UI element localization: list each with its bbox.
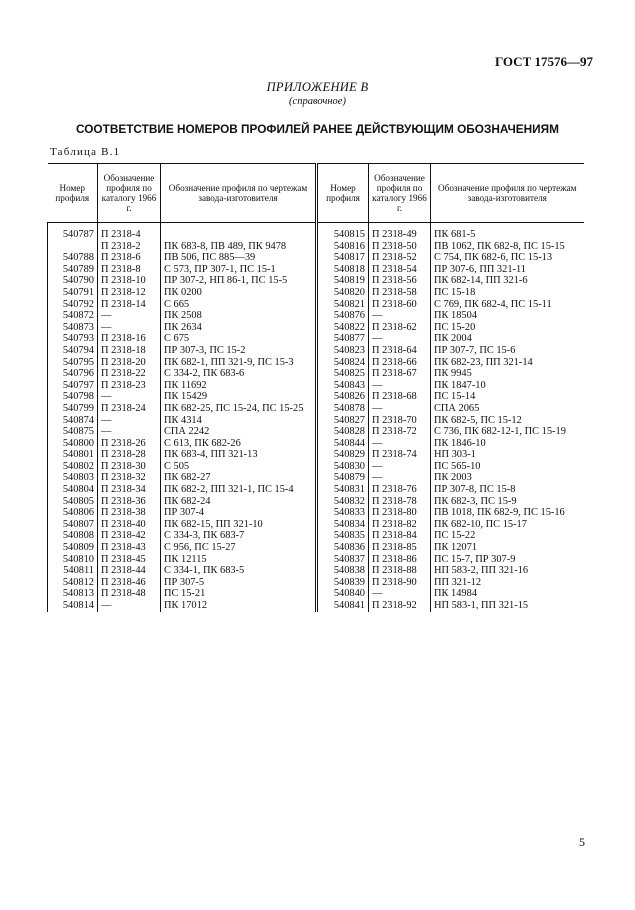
profile-number-right: 540876 xyxy=(317,310,369,322)
profile-number-right: 540837 xyxy=(317,554,369,566)
factory-code-left: ПК 682-2, ПП 321-1, ПС 15-4 xyxy=(161,484,317,496)
profile-number-right: 540878 xyxy=(317,403,369,415)
profile-number-left: 540798 xyxy=(48,391,98,403)
catalog-code-right: П 2318-92 xyxy=(369,600,431,612)
catalog-code-right: — xyxy=(369,380,431,392)
factory-code-left: ПК 682-27 xyxy=(161,472,317,484)
catalog-code-left: П 2318-12 xyxy=(98,287,161,299)
profile-number-right: 540839 xyxy=(317,577,369,589)
table-row xyxy=(48,275,584,287)
catalog-code-right: — xyxy=(369,310,431,322)
factory-code-right: ПВ 1018, ПК 682-9, ПС 15-16 xyxy=(431,507,584,519)
factory-code-left: ПС 15-21 xyxy=(161,588,317,600)
profile-number-left: 540811 xyxy=(48,565,98,577)
factory-code-right: ПК 12071 xyxy=(431,542,584,554)
catalog-code-right: П 2318-67 xyxy=(369,368,431,380)
factory-code-left: ПК 2508 xyxy=(161,310,317,322)
factory-code-left: СПА 2242 xyxy=(161,426,317,438)
factory-code-right: ПК 2004 xyxy=(431,333,584,345)
catalog-code-left: П 2318-30 xyxy=(98,461,161,473)
profile-number-left xyxy=(48,241,98,253)
header-factory-right: Обозначение профиля по чертежам завода-изготовителя xyxy=(431,164,584,223)
profile-number-right: 540818 xyxy=(317,264,369,276)
profile-number-left: 540814 xyxy=(48,600,98,612)
table-row xyxy=(48,380,584,392)
profile-number-right: 540821 xyxy=(317,299,369,311)
catalog-code-left: П 2318-10 xyxy=(98,275,161,287)
profile-number-right: 540830 xyxy=(317,461,369,473)
factory-code-left: С 613, ПК 682-26 xyxy=(161,438,317,450)
table-row xyxy=(48,426,584,438)
factory-code-left: ПК 4314 xyxy=(161,415,317,427)
catalog-code-left: П 2318-48 xyxy=(98,588,161,600)
header-catalog-right: Обозначение профиля по каталогу 1966 г. xyxy=(369,164,431,223)
factory-code-right: ПВ 1062, ПК 682-8, ПС 15-15 xyxy=(431,241,584,253)
factory-code-right: ПР 307-8, ПС 15-8 xyxy=(431,484,584,496)
profile-number-left: 540787 xyxy=(48,223,98,241)
catalog-code-left: — xyxy=(98,310,161,322)
factory-code-left: С 334-2, ПК 683-6 xyxy=(161,368,317,380)
header-catalog-left: Обозначение профиля по каталогу 1966 г. xyxy=(98,164,161,223)
factory-code-right: СПА 2065 xyxy=(431,403,584,415)
table-row xyxy=(48,507,584,519)
factory-code-right: НП 303-1 xyxy=(431,449,584,461)
profile-number-right: 540877 xyxy=(317,333,369,345)
profile-number-left: 540873 xyxy=(48,322,98,334)
table-row xyxy=(48,542,584,554)
factory-code-left: С 573, ПР 307-1, ПС 15-1 xyxy=(161,264,317,276)
factory-code-left: С 334-1, ПК 683-5 xyxy=(161,565,317,577)
profile-number-right: 540835 xyxy=(317,530,369,542)
factory-code-left: ПК 11692 xyxy=(161,380,317,392)
profile-number-left: 540812 xyxy=(48,577,98,589)
profile-number-right: 540832 xyxy=(317,496,369,508)
table-row xyxy=(48,299,584,311)
catalog-code-right: П 2318-50 xyxy=(369,241,431,253)
table-row xyxy=(48,287,584,299)
catalog-code-right: П 2318-66 xyxy=(369,357,431,369)
table-row xyxy=(48,472,584,484)
factory-code-right: ПК 18504 xyxy=(431,310,584,322)
profile-number-left: 540797 xyxy=(48,380,98,392)
catalog-code-right: П 2318-62 xyxy=(369,322,431,334)
table-row xyxy=(48,438,584,450)
factory-code-right: ПС 15-14 xyxy=(431,391,584,403)
profile-number-left: 540874 xyxy=(48,415,98,427)
factory-code-right: ПК 681-5 xyxy=(431,223,584,241)
factory-code-right: С 754, ПК 682-6, ПС 15-13 xyxy=(431,252,584,264)
profile-number-right: 540833 xyxy=(317,507,369,519)
table-row xyxy=(48,530,584,542)
profile-number-right: 540844 xyxy=(317,438,369,450)
profile-number-left: 540791 xyxy=(48,287,98,299)
profile-number-left: 540793 xyxy=(48,333,98,345)
factory-code-left: ПК 12115 xyxy=(161,554,317,566)
catalog-code-left: П 2318-36 xyxy=(98,496,161,508)
profile-number-left: 540796 xyxy=(48,368,98,380)
profile-number-left: 540799 xyxy=(48,403,98,415)
catalog-code-left: П 2318-43 xyxy=(98,542,161,554)
profile-number-left: 540790 xyxy=(48,275,98,287)
profile-number-left: 540807 xyxy=(48,519,98,531)
factory-code-right: ПК 9945 xyxy=(431,368,584,380)
profile-number-right: 540836 xyxy=(317,542,369,554)
profile-number-left: 540794 xyxy=(48,345,98,357)
factory-code-right: ПК 682-23, ПП 321-14 xyxy=(431,357,584,369)
catalog-code-right: П 2318-58 xyxy=(369,287,431,299)
profile-number-left: 540813 xyxy=(48,588,98,600)
catalog-code-left: П 2318-23 xyxy=(98,380,161,392)
catalog-code-left: П 2318-45 xyxy=(98,554,161,566)
table-row xyxy=(48,588,584,600)
factory-code-left: ПК 682-15, ПП 321-10 xyxy=(161,519,317,531)
table-row xyxy=(48,403,584,415)
profile-number-right: 540817 xyxy=(317,252,369,264)
factory-code-right: ПК 1847-10 xyxy=(431,380,584,392)
catalog-code-left: П 2318-4 xyxy=(98,223,161,241)
table-row xyxy=(48,223,584,241)
catalog-code-right: П 2318-76 xyxy=(369,484,431,496)
header-factory-left: Обозначение профиля по чертежам завода-изготовителя xyxy=(161,164,317,223)
profile-number-left: 540808 xyxy=(48,530,98,542)
profile-number-left: 540872 xyxy=(48,310,98,322)
profile-number-right: 540834 xyxy=(317,519,369,531)
factory-code-right: С 769, ПК 682-4, ПС 15-11 xyxy=(431,299,584,311)
catalog-code-right: П 2318-72 xyxy=(369,426,431,438)
profile-number-right: 540841 xyxy=(317,600,369,612)
catalog-code-left: П 2318-20 xyxy=(98,357,161,369)
profile-number-right: 540816 xyxy=(317,241,369,253)
catalog-code-right: П 2318-86 xyxy=(369,554,431,566)
factory-code-right: НП 583-1, ПП 321-15 xyxy=(431,600,584,612)
catalog-code-right: П 2318-90 xyxy=(369,577,431,589)
factory-code-right: ПС 565-10 xyxy=(431,461,584,473)
catalog-code-left: — xyxy=(98,426,161,438)
table-row xyxy=(48,333,584,345)
catalog-code-left: П 2318-8 xyxy=(98,264,161,276)
catalog-code-left: — xyxy=(98,415,161,427)
catalog-code-right: П 2318-56 xyxy=(369,275,431,287)
factory-code-left: ПК 17012 xyxy=(161,600,317,612)
factory-code-left: ПК 0200 xyxy=(161,287,317,299)
factory-code-right: ПР 307-7, ПС 15-6 xyxy=(431,345,584,357)
table-row xyxy=(48,357,584,369)
factory-code-right: ПС 15-22 xyxy=(431,530,584,542)
profile-number-right: 540826 xyxy=(317,391,369,403)
table-row xyxy=(48,252,584,264)
profile-number-right: 540820 xyxy=(317,287,369,299)
factory-code-right: ПС 15-20 xyxy=(431,322,584,334)
profile-number-right: 540823 xyxy=(317,345,369,357)
table-heading: СООТВЕТСТВИЕ НОМЕРОВ ПРОФИЛЕЙ РАНЕЕ ДЕЙСТВУЮЩИМ ОБОЗНАЧЕНИЯМ xyxy=(76,122,559,136)
profile-number-right: 540828 xyxy=(317,426,369,438)
table-row xyxy=(48,310,584,322)
profile-number-right: 540840 xyxy=(317,588,369,600)
factory-code-right: ПК 14984 xyxy=(431,588,584,600)
profile-number-right: 540829 xyxy=(317,449,369,461)
table-row xyxy=(48,368,584,380)
factory-code-left: ПР 307-3, ПС 15-2 xyxy=(161,345,317,357)
catalog-code-left: П 2318-22 xyxy=(98,368,161,380)
catalog-code-right: — xyxy=(369,438,431,450)
table-row xyxy=(48,484,584,496)
profile-number-left: 540804 xyxy=(48,484,98,496)
factory-code-left: С 675 xyxy=(161,333,317,345)
catalog-code-left: П 2318-18 xyxy=(98,345,161,357)
factory-code-left: ПК 682-1, ПП 321-9, ПС 15-3 xyxy=(161,357,317,369)
profile-number-right: 540822 xyxy=(317,322,369,334)
table-label: Таблица В.1 xyxy=(50,146,121,158)
profile-number-left: 540809 xyxy=(48,542,98,554)
profile-number-right: 540825 xyxy=(317,368,369,380)
table-body xyxy=(48,223,584,612)
table-row xyxy=(48,415,584,427)
catalog-code-left: П 2318-44 xyxy=(98,565,161,577)
profile-number-right: 540815 xyxy=(317,223,369,241)
factory-code-right: С 736, ПК 682-12-1, ПС 15-19 xyxy=(431,426,584,438)
catalog-code-right: П 2318-64 xyxy=(369,345,431,357)
factory-code-right: ПК 2003 xyxy=(431,472,584,484)
catalog-code-right: П 2318-78 xyxy=(369,496,431,508)
catalog-code-right: П 2318-60 xyxy=(369,299,431,311)
table-row xyxy=(48,461,584,473)
profile-number-left: 540803 xyxy=(48,472,98,484)
table-header-row xyxy=(48,164,584,223)
factory-code-left: ПК 15429 xyxy=(161,391,317,403)
catalog-code-right: П 2318-88 xyxy=(369,565,431,577)
factory-code-left xyxy=(161,223,317,241)
profile-number-right: 540819 xyxy=(317,275,369,287)
factory-code-left: ПК 682-24 xyxy=(161,496,317,508)
catalog-code-left: — xyxy=(98,600,161,612)
catalog-code-right: — xyxy=(369,472,431,484)
catalog-code-right: — xyxy=(369,333,431,345)
factory-code-left: ПК 682-25, ПС 15-24, ПС 15-25 xyxy=(161,403,317,415)
factory-code-left: С 665 xyxy=(161,299,317,311)
catalog-code-left: П 2318-32 xyxy=(98,472,161,484)
table-row xyxy=(48,322,584,334)
catalog-code-left: П 2318-46 xyxy=(98,577,161,589)
catalog-code-right: П 2318-70 xyxy=(369,415,431,427)
table-row xyxy=(48,264,584,276)
catalog-code-right: П 2318-68 xyxy=(369,391,431,403)
header-profile-number-left: Номер профиля xyxy=(48,164,98,223)
catalog-code-left: П 2318-6 xyxy=(98,252,161,264)
factory-code-right: ПК 682-3, ПС 15-9 xyxy=(431,496,584,508)
profile-number-left: 540801 xyxy=(48,449,98,461)
profile-number-left: 540795 xyxy=(48,357,98,369)
factory-code-right: ПП 321-12 xyxy=(431,577,584,589)
factory-code-left: ПР 307-4 xyxy=(161,507,317,519)
profile-number-right: 540831 xyxy=(317,484,369,496)
table-row xyxy=(48,565,584,577)
profile-number-right: 540827 xyxy=(317,415,369,427)
profile-number-left: 540806 xyxy=(48,507,98,519)
table-row xyxy=(48,496,584,508)
profile-number-right: 540824 xyxy=(317,357,369,369)
catalog-code-right: П 2318-84 xyxy=(369,530,431,542)
factory-code-right: ПС 15-18 xyxy=(431,287,584,299)
catalog-code-left: П 2318-28 xyxy=(98,449,161,461)
profile-number-left: 540789 xyxy=(48,264,98,276)
catalog-code-left: — xyxy=(98,391,161,403)
profile-number-left: 540788 xyxy=(48,252,98,264)
table-row xyxy=(48,391,584,403)
catalog-code-right: П 2318-74 xyxy=(369,449,431,461)
factory-code-right: ПС 15-7, ПР 307-9 xyxy=(431,554,584,566)
table-row xyxy=(48,554,584,566)
table-row xyxy=(48,600,584,612)
catalog-code-left: П 2318-34 xyxy=(98,484,161,496)
catalog-code-left: П 2318-16 xyxy=(98,333,161,345)
catalog-code-right: П 2318-52 xyxy=(369,252,431,264)
factory-code-left: ПР 307-5 xyxy=(161,577,317,589)
table-row xyxy=(48,519,584,531)
profile-number-left: 540805 xyxy=(48,496,98,508)
factory-code-left: ПВ 506, ПС 885—39 xyxy=(161,252,317,264)
factory-code-left: ПК 2634 xyxy=(161,322,317,334)
catalog-code-right: — xyxy=(369,588,431,600)
catalog-code-left: П 2318-14 xyxy=(98,299,161,311)
factory-code-left: ПК 683-4, ПП 321-13 xyxy=(161,449,317,461)
catalog-code-right: П 2318-54 xyxy=(369,264,431,276)
catalog-code-right: — xyxy=(369,403,431,415)
catalog-code-right: П 2318-85 xyxy=(369,542,431,554)
factory-code-left: ПК 683-8, ПВ 489, ПК 9478 xyxy=(161,241,317,253)
catalog-code-left: П 2318-2 xyxy=(98,241,161,253)
profile-number-right: 540879 xyxy=(317,472,369,484)
catalog-code-left: — xyxy=(98,322,161,334)
appendix-subtitle: (справочное) xyxy=(289,96,346,107)
factory-code-right: ПР 307-6, ПП 321-11 xyxy=(431,264,584,276)
table-row xyxy=(48,345,584,357)
catalog-code-left: П 2318-40 xyxy=(98,519,161,531)
profile-correspondence-table xyxy=(47,163,584,612)
table-row xyxy=(48,241,584,253)
catalog-code-right: П 2318-80 xyxy=(369,507,431,519)
profile-number-right: 540838 xyxy=(317,565,369,577)
factory-code-left: С 956, ПС 15-27 xyxy=(161,542,317,554)
profile-number-left: 540810 xyxy=(48,554,98,566)
profile-number-right: 540843 xyxy=(317,380,369,392)
factory-code-right: ПК 682-14, ПП 321-6 xyxy=(431,275,584,287)
factory-code-left: С 334-3, ПК 683-7 xyxy=(161,530,317,542)
catalog-code-right: П 2318-82 xyxy=(369,519,431,531)
appendix-title: ПРИЛОЖЕНИЕ В xyxy=(266,80,369,94)
catalog-code-left: П 2318-24 xyxy=(98,403,161,415)
factory-code-right: ПК 1846-10 xyxy=(431,438,584,450)
page-number: 5 xyxy=(579,835,585,849)
factory-code-right: ПК 682-5, ПС 15-12 xyxy=(431,415,584,427)
table-row xyxy=(48,449,584,461)
factory-code-left: С 505 xyxy=(161,461,317,473)
factory-code-right: ПК 682-10, ПС 15-17 xyxy=(431,519,584,531)
profile-number-left: 540875 xyxy=(48,426,98,438)
profile-number-left: 540800 xyxy=(48,438,98,450)
catalog-code-right: — xyxy=(369,461,431,473)
catalog-code-left: П 2318-38 xyxy=(98,507,161,519)
table-row xyxy=(48,577,584,589)
profile-number-left: 540802 xyxy=(48,461,98,473)
header-profile-number-right: Номер профиля xyxy=(317,164,369,223)
catalog-code-left: П 2318-42 xyxy=(98,530,161,542)
factory-code-left: ПР 307-2, НП 86-1, ПС 15-5 xyxy=(161,275,317,287)
document-code: ГОСТ 17576—97 xyxy=(494,54,593,69)
catalog-code-left: П 2318-26 xyxy=(98,438,161,450)
profile-number-left: 540792 xyxy=(48,299,98,311)
catalog-code-right: П 2318-49 xyxy=(369,223,431,241)
factory-code-right: НП 583-2, ПП 321-16 xyxy=(431,565,584,577)
